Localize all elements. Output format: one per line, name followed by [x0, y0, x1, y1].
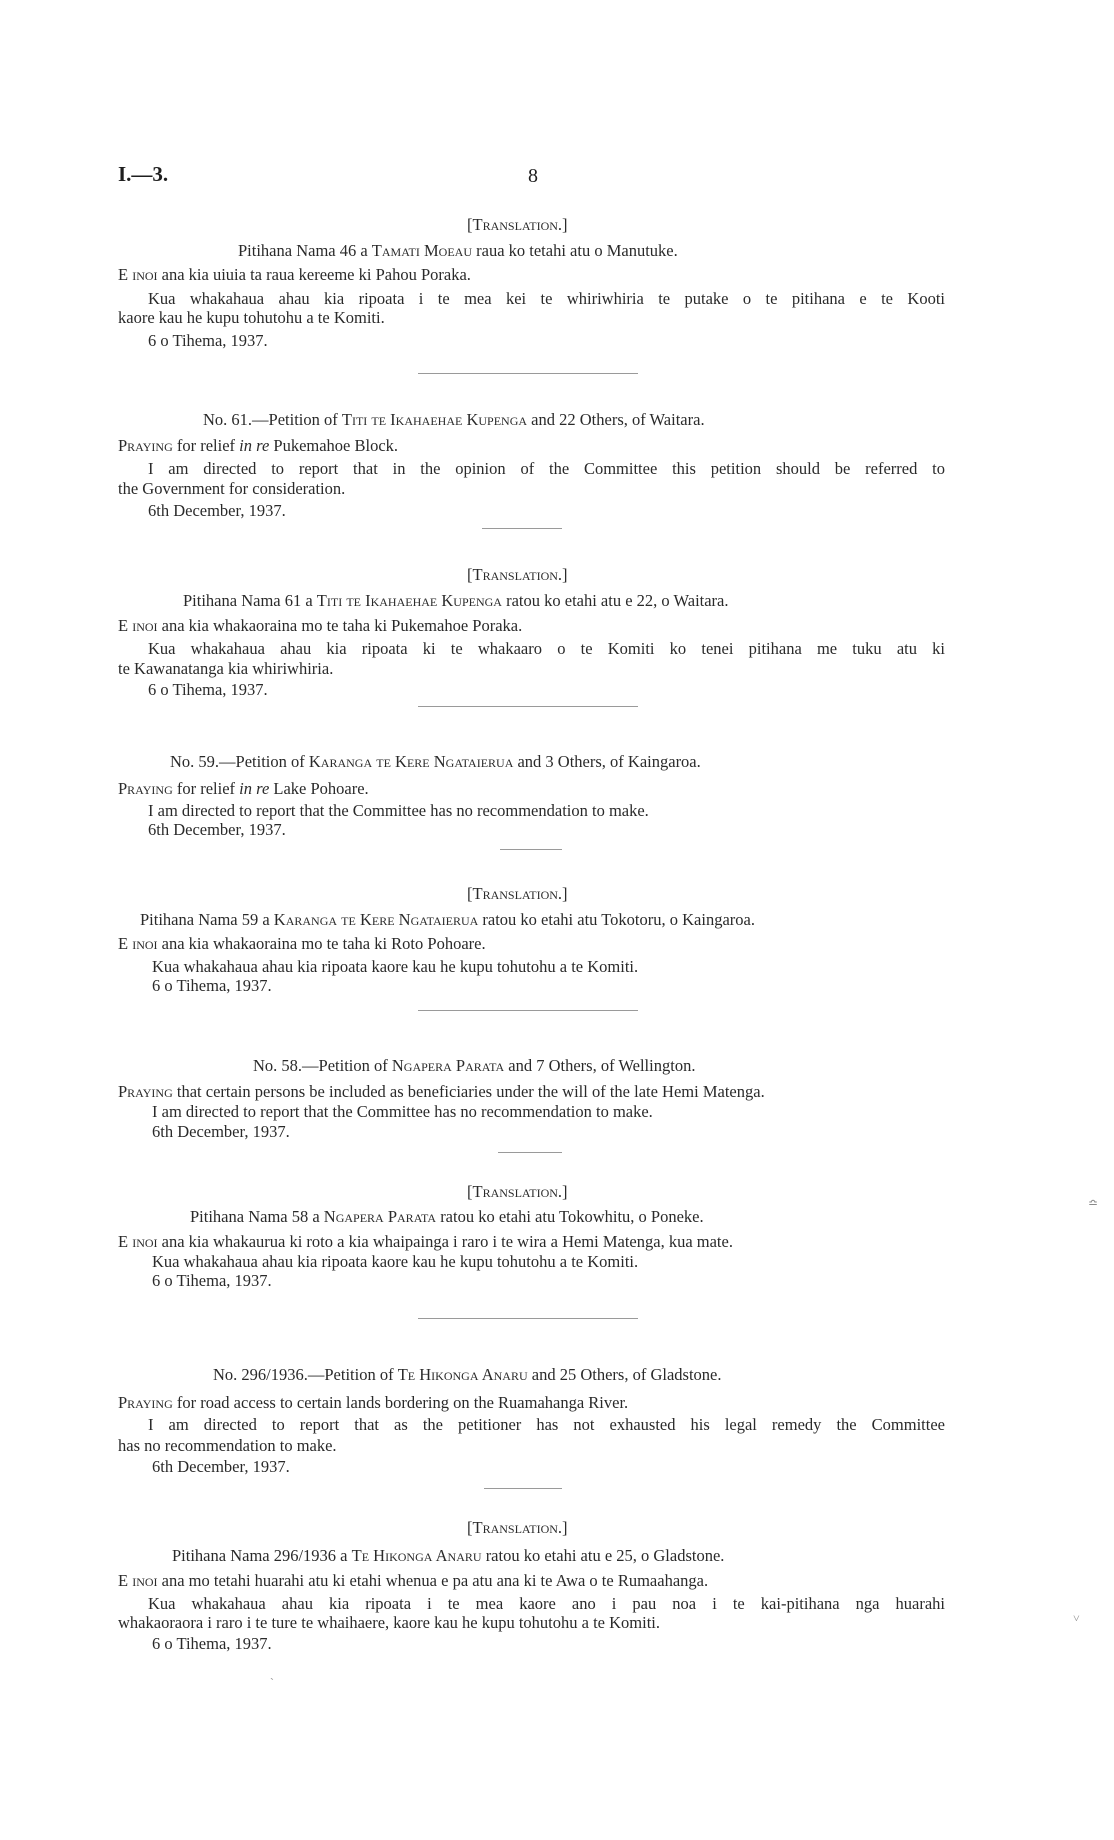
- petition-title: No. 61.—Petition of Titi te Ikahaehae Kupenga and 22 Others, of Waitara.: [203, 410, 705, 429]
- report-line: I am directed to report that as the petitioner has not exhausted his legal remedy the Committee: [148, 1415, 945, 1434]
- prayer-line: E inoi ana kia whakaurua ki roto a kia whaipainga i raro i te wira a Hemi Matenga, kua mate.: [118, 1232, 733, 1251]
- scan-speck: ˅: [1073, 1611, 1080, 1625]
- section-divider: [418, 706, 638, 707]
- prayer-line: Praying for relief in re Lake Pohoare.: [118, 779, 369, 798]
- report-line: Kua whakahaua ahau kia ripoata i te mea kaore ano i pau noa i te kai-pitihana nga huarahi: [148, 1594, 945, 1613]
- report-line: Kua whakahaua ahau kia ripoata ki te whakaaro o te Komiti ko tenei pitihana me tuku atu ki: [148, 639, 945, 658]
- date-line: 6th December, 1937.: [152, 1457, 290, 1476]
- section-divider: [418, 1318, 638, 1319]
- section-divider: [418, 1010, 638, 1011]
- petition-title: Pitihana Nama 58 a Ngapera Parata ratou ko etahi atu Tokowhitu, o Poneke.: [190, 1207, 704, 1226]
- document-page: [118, 0, 946, 1840]
- report-line: te Kawanatanga kia whiriwhiria.: [118, 659, 334, 678]
- translation-heading: [Translation.]: [467, 215, 568, 234]
- date-line: 6 o Tihema, 1937.: [152, 976, 272, 995]
- petition-title: Pitihana Nama 61 a Titi te Ikahaehae Kupenga ratou ko etahi atu e 22, o Waitara.: [183, 591, 729, 610]
- petition-title: Pitihana Nama 296/1936 a Te Hikonga Anaru ratou ko etahi atu e 25, o Gladstone.: [172, 1546, 725, 1565]
- petition-title: No. 296/1936.—Petition of Te Hikonga Anaru and 25 Others, of Gladstone.: [213, 1365, 722, 1384]
- prayer-line: E inoi ana mo tetahi huarahi atu ki etahi whenua e pa atu ana ki te Awa o te Rumaahanga.: [118, 1571, 709, 1590]
- report-line: whakaoraora i raro i te ture te whaihaere, kaore kau he kupu tohutohu a te Komiti.: [118, 1613, 661, 1632]
- section-divider: [484, 1488, 562, 1489]
- petition-title: Pitihana Nama 59 a Karanga te Kere Ngataierua ratou ko etahi atu Tokotoru, o Kaingaroa.: [140, 910, 755, 929]
- prayer-line: Praying that certain persons be included as beneficiaries under the will of the late Hemi Matenga.: [118, 1082, 765, 1101]
- prayer-line: E inoi ana kia whakaoraina mo te taha ki Roto Pohoare.: [118, 934, 486, 953]
- petition-title: No. 58.—Petition of Ngapera Parata and 7 Others, of Wellington.: [253, 1056, 696, 1075]
- report-line: I am directed to report that the Committee has no recommendation to make.: [148, 801, 649, 820]
- date-line: 6 o Tihema, 1937.: [152, 1634, 272, 1653]
- report-line: has no recommendation to make.: [118, 1436, 337, 1455]
- section-divider: [418, 373, 638, 374]
- report-line: the Government for consideration.: [118, 479, 346, 498]
- translation-heading: [Translation.]: [467, 565, 568, 584]
- date-line: 6th December, 1937.: [148, 820, 286, 839]
- translation-heading: [Translation.]: [467, 1182, 568, 1201]
- document-reference: I.—3.: [118, 162, 169, 186]
- scan-speck: ˴: [270, 1670, 274, 1684]
- date-line: 6 o Tihema, 1937.: [148, 331, 268, 350]
- date-line: 6th December, 1937.: [152, 1122, 290, 1141]
- report-line: I am directed to report that the Committee has no recommendation to make.: [152, 1102, 653, 1121]
- prayer-line: E inoi ana kia uiuia ta raua kereeme ki Pahou Poraka.: [118, 265, 471, 284]
- report-line: I am directed to report that in the opinion of the Committee this petition should be referred to: [148, 459, 945, 478]
- date-line: 6th December, 1937.: [148, 501, 286, 520]
- report-line: kaore kau he kupu tohutohu a te Komiti.: [118, 308, 385, 327]
- prayer-line: Praying for relief in re Pukemahoe Block.: [118, 436, 399, 455]
- scan-speck: ≏: [1088, 1196, 1099, 1210]
- report-line: Kua whakahaua ahau kia ripoata kaore kau he kupu tohutohu a te Komiti.: [152, 957, 639, 976]
- section-divider: [482, 528, 562, 529]
- report-line: Kua whakahaua ahau kia ripoata i te mea kei te whiriwhiria te putake o te pitihana e te Kooti: [148, 289, 945, 308]
- translation-heading: [Translation.]: [467, 1518, 568, 1537]
- petition-title: No. 59.—Petition of Karanga te Kere Ngataierua and 3 Others, of Kaingaroa.: [170, 752, 701, 771]
- prayer-line: E inoi ana kia whakaoraina mo te taha ki Pukemahoe Poraka.: [118, 616, 523, 635]
- report-line: Kua whakahaua ahau kia ripoata kaore kau he kupu tohutohu a te Komiti.: [152, 1252, 639, 1271]
- translation-heading: [Translation.]: [467, 884, 568, 903]
- petition-title: Pitihana Nama 46 a Tamati Moeau raua ko tetahi atu o Manutuke.: [238, 241, 678, 260]
- section-divider: [498, 1152, 562, 1153]
- prayer-line: Praying for road access to certain lands bordering on the Ruamahanga River.: [118, 1393, 629, 1412]
- date-line: 6 o Tihema, 1937.: [152, 1271, 272, 1290]
- page-number: 8: [528, 165, 538, 187]
- section-divider: [500, 849, 562, 850]
- date-line: 6 o Tihema, 1937.: [148, 680, 268, 699]
